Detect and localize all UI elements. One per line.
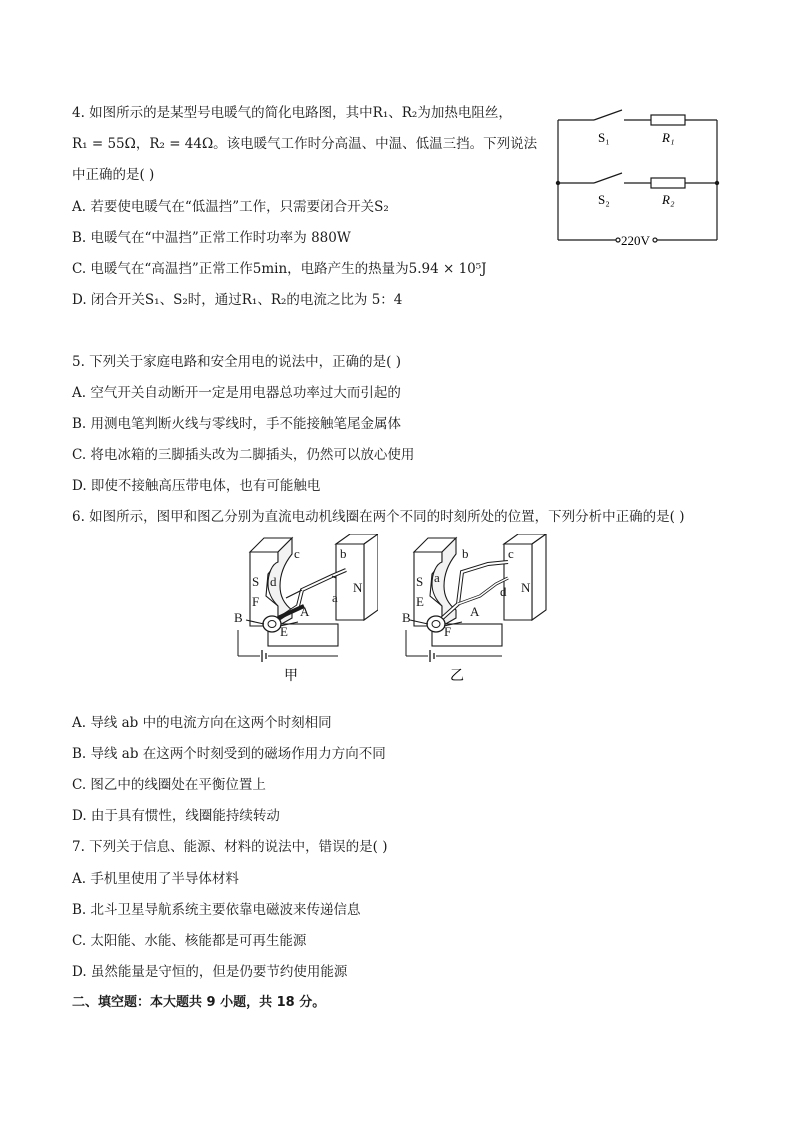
q7-option-b: B. 北斗卫星导航系统主要依靠电磁波来传递信息 — [72, 902, 361, 918]
q4-stem-line1: 4. 如图所示的是某型号电暖气的简化电路图，其中R₁、R₂为加热电阻丝， — [72, 105, 512, 121]
q6-option-d: D. 由于具有惯性，线圈能持续转动 — [72, 808, 280, 824]
yi-label-n: N — [521, 580, 531, 595]
q7-stem: 7. 下列关于信息、能源、材料的说法中，错误的是( ) — [72, 839, 388, 855]
yi-label-a: a — [434, 570, 440, 585]
jia-label-f: F — [252, 594, 260, 609]
q6-stem: 6. 如图所示，图甲和图乙分别为直流电动机线圈在两个不同的时刻所处的位置，下列分析中正确的是( ) — [72, 509, 685, 525]
q6-option-c: C. 图乙中的线圈处在平衡位置上 — [72, 777, 266, 793]
q5-option-d: D. 即使不接触高压带电体，也有可能触电 — [72, 478, 321, 494]
q6-option-a: A. 导线 ab 中的电流方向在这两个时刻相同 — [72, 715, 332, 731]
jia-label-n: N — [353, 580, 363, 595]
yi-label-b: b — [462, 546, 469, 561]
circuit-label-r2: R₂ — [662, 192, 675, 207]
q5-option-a: A. 空气开关自动断开一定是用电器总功率过大而引起的 — [72, 385, 401, 401]
yi-label-capital-a: A — [470, 604, 480, 619]
q5-stem: 5. 下列关于家庭电路和安全用电的说法中，正确的是( ) — [72, 354, 401, 370]
q6-option-b: B. 导线 ab 在这两个时刻受到的磁场作用力方向不同 — [72, 746, 386, 762]
jia-label-e: E — [280, 624, 288, 639]
q4-option-d: D. 闭合开关S₁、S₂时，通过R₁、R₂的电流之比为 5：4 — [72, 292, 403, 308]
jia-label-a: a — [332, 590, 338, 605]
jia-label-c: c — [294, 546, 300, 561]
circuit-label-s2: S₂ — [598, 192, 610, 207]
jia-label-capital-b: B — [234, 610, 243, 625]
q5-option-c: C. 将电冰箱的三脚插头改为二脚插头，仍然可以放心使用 — [72, 447, 415, 463]
yi-label-capital-b: B — [402, 610, 411, 625]
yi-caption: 乙 — [450, 669, 464, 684]
q4-circuit-diagram — [550, 108, 725, 248]
q5-option-b: B. 用测电笔判断火线与零线时，手不能接触笔尾金属体 — [72, 416, 402, 432]
yi-label-f: F — [444, 624, 452, 639]
q7-option-d: D. 虽然能量是守恒的，但是仍要节约使用能源 — [72, 964, 348, 980]
q6-figure-yi — [400, 534, 550, 684]
q4-option-a: A. 若要使电暖气在“低温挡”工作，只需要闭合开关S₂ — [72, 199, 389, 215]
q6-figure-jia — [228, 534, 378, 684]
q4-stem-line2: R₁ = 55Ω，R₂ = 44Ω。该电暖气工作时分高温、中温、低温三挡。下列说法 — [72, 136, 538, 152]
jia-caption: 甲 — [284, 669, 298, 684]
yi-label-d: d — [500, 584, 507, 599]
yi-label-c: c — [508, 546, 514, 561]
q7-option-a: A. 手机里使用了半导体材料 — [72, 871, 239, 887]
q4-stem-line3: 中正确的是( ) — [72, 167, 155, 183]
q4-option-b: B. 电暖气在“中温挡”正常工作时功率为 880W — [72, 230, 351, 246]
circuit-label-s1: S₁ — [598, 130, 610, 145]
circuit-label-source: 220V — [621, 233, 650, 248]
q7-option-c: C. 太阳能、水能、核能都是可再生能源 — [72, 933, 307, 949]
q4-option-c: C. 电暖气在“高温挡”正常工作5min，电路产生的热量为5.94 × 10⁵J — [72, 261, 487, 277]
jia-label-d: d — [270, 574, 277, 589]
jia-label-b: b — [340, 546, 347, 561]
circuit-label-r1: R₁ — [662, 130, 675, 145]
yi-label-e: E — [416, 594, 424, 609]
yi-label-s: S — [416, 574, 424, 589]
jia-label-capital-a: A — [300, 604, 310, 619]
jia-label-s: S — [252, 574, 260, 589]
section-heading-fill-in: 二、填空题：本大题共 9 小题，共 18 分。 — [72, 995, 326, 1010]
